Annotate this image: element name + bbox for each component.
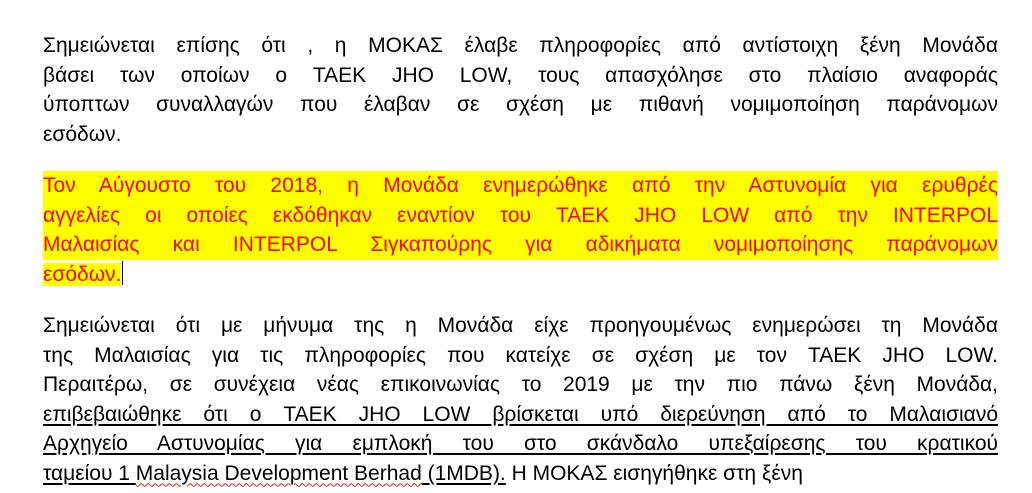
line-6-plain-text: Η ΜΟΚΑΣ εισηγήθηκε στη ξένη (505, 461, 803, 485)
paragraph-2-line-4: εσόδων. (43, 262, 122, 286)
paragraph-3-line-5: Αρχηγείο Αστυνομίας για εμπλοκή του στο σκάνδαλο υπεξαίρεσης του κρατικού (43, 432, 998, 455)
paragraph-2-highlighted (43, 171, 998, 289)
paragraph-1-line-4: εσόδων. (43, 122, 122, 146)
paragraph-3-line-3: Περαιτέρω, σε συνέχεια νέας επικοινωνίας το 2019 με την πιο πάνω ξένη Μονάδα, (43, 373, 998, 396)
paragraph-3 (43, 311, 998, 488)
line-6-underlined-end: (1MDB). (421, 461, 506, 485)
text-cursor (122, 261, 123, 285)
paragraph-2-line-2: αγγελίες οι οποίες εκδόθηκαν εναντίον του TAEK JHO LOW από την INTERPOL (43, 201, 998, 231)
paragraph-2-line-1: Τον Αύγουστο του 2018, η Μονάδα ενημερώθηκε από την Αστυνομία για ερυθρές (43, 171, 998, 201)
spellcheck-flagged-text: Malaysia Development Berhad (135, 461, 422, 485)
paragraph-3-line-4: επιβεβαιώθηκε ότι ο TAEK JHO LOW βρίσκεται υπό διερεύνηση από το Μαλαισιανό (43, 402, 998, 426)
paragraph-1-line-2: βάσει των οποίων ο TAEK JHO LOW, τους απασχόλησε στο πλαίσιο αναφοράς (43, 63, 998, 87)
paragraph-1-line-3: ύποπτων συναλλαγών που έλαβαν σε σχέση με πιθανή νομιμοποίηση παράνομων (43, 93, 998, 116)
paragraph-3-line-1: Σημειώνεται ότι με μήνυμα της η Μονάδα είχε προηγουμένως ενημερώσει τη Μονάδα (43, 314, 998, 337)
paragraph-3-line-2: της Μαλαισίας για τις πληροφορίες που κατείχε σε σχέση με τον TAEK JHO LOW. (43, 343, 998, 367)
paragraph-1 (43, 31, 998, 149)
paragraph-2-line-4-wrap (43, 260, 998, 290)
paragraph-3-line-6 (43, 459, 998, 489)
paragraph-1-line-1: Σημειώνεται επίσης ότι , η ΜΟΚΑΣ έλαβε πληροφορίες από αντίστοιχη ξένη Μονάδα (43, 34, 998, 57)
paragraph-2-line-3: Μαλαισίας και INTERPOL Σιγκαπούρης για αδικήματα νομιμοποίησης παράνομων (43, 230, 998, 260)
line-6-underlined-start: ταμείου 1 (43, 461, 136, 485)
